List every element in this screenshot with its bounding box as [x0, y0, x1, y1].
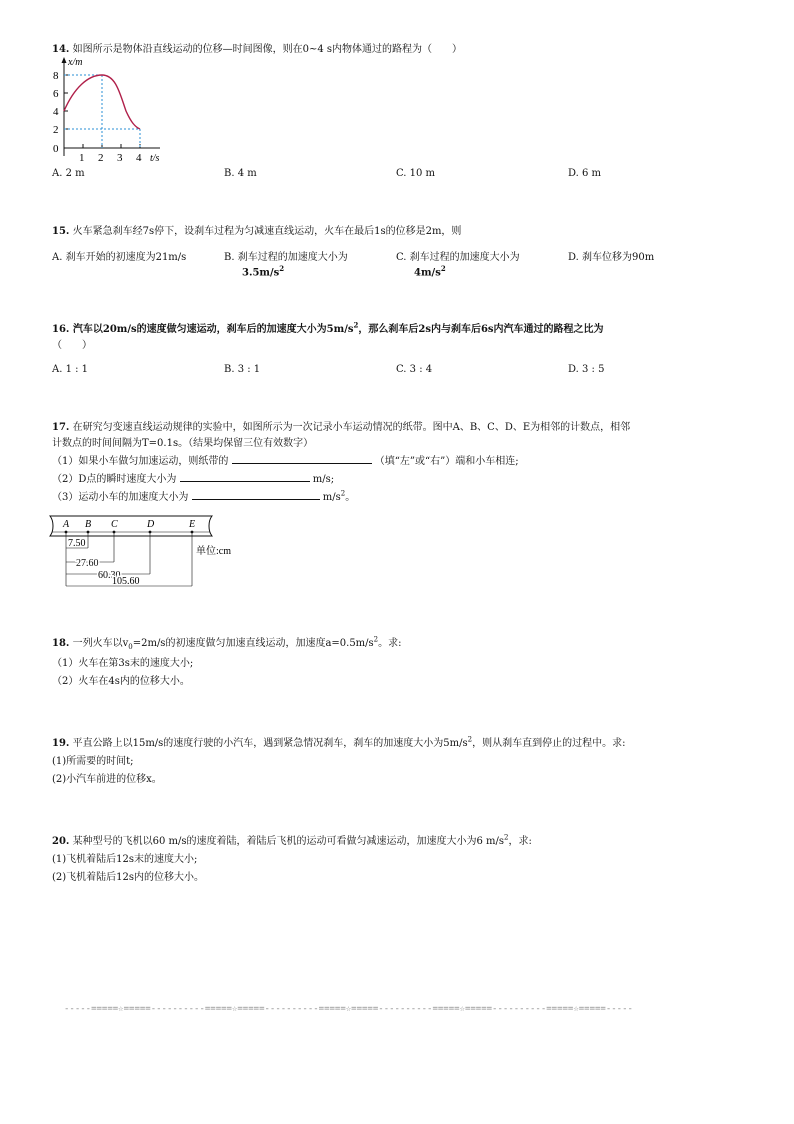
- y-tick: 6: [53, 88, 59, 100]
- xt-graph: [48, 56, 178, 166]
- x-tick: 1: [79, 152, 85, 164]
- q17-part3: （3）运动小车的加速度大小为 $m/s^2$。: [52, 489, 356, 503]
- question-number: 17.: [52, 422, 70, 433]
- option-d: D. 3 : 5: [568, 364, 605, 375]
- question-text: 在研究匀变速直线运动规律的实验中，如图所示为一次记录小车运动情况的纸带。图中A、B、C、D、E为相邻的计数点，相邻: [72, 422, 631, 433]
- question-number: 16.: [52, 324, 70, 335]
- footer-divider: -----=====☆=====----------=====☆=====----------=====☆=====----------=====☆=====----------=====☆=====-----: [64, 1004, 633, 1014]
- option-d: D. 刹车位移为90m: [568, 252, 655, 263]
- y-tick: 4: [53, 106, 59, 118]
- y-label: x/m: [68, 57, 83, 68]
- distance-label: 27.60: [76, 558, 99, 569]
- question-number: 20.: [52, 836, 70, 847]
- distance-label: 7.50: [68, 538, 86, 549]
- x-tick: 2: [98, 152, 104, 164]
- unit-label: 单位:cm: [196, 546, 231, 557]
- option-c: C. 刹车过程的加速度大小为: [396, 252, 520, 263]
- q19-stem: 19. 平直公路上以15m/s的速度行驶的小汽车，遇到紧急情况刹车，刹车的加速度大小为$5m/s^2$，则从刹车直到停止的过程中。求:: [52, 735, 626, 749]
- q20-part1: (1)飞机着陆后12s末的速度大小;: [52, 854, 198, 865]
- x-tick: 3: [117, 152, 123, 164]
- question-text: 计数点的时间间隔为T=0.1s。（结果均保留三位有效数字）: [52, 438, 314, 449]
- q20-part2: (2)飞机着陆后12s内的位移大小。: [52, 872, 205, 883]
- q14-stem: [52, 40, 462, 55]
- point-label: B: [85, 519, 92, 530]
- x-tick: 4: [136, 152, 142, 164]
- distance-label: 60.30: [98, 570, 121, 581]
- answer-blank[interactable]: [180, 471, 310, 482]
- option-b: B. 4 m: [224, 168, 257, 179]
- q20-stem: 20. 某种型号的飞机以60 m/s的速度着陆，着陆后飞机的运动可看做匀减速运动，加速度大小为6 $m/s^2$，求:: [52, 833, 532, 847]
- question-text: 如图所示是物体沿直线运动的位移—时间图像，则在0~4 s内物体通过的路程为（ ）: [72, 44, 463, 55]
- question-text: 火车紧急刹车经7s停下，设刹车过程为匀减速直线运动，火车在最后1s的位移是2m，则: [72, 226, 462, 237]
- option-c: C. 10 m: [396, 168, 436, 179]
- option-c-value: $4m/s^2$: [414, 264, 446, 279]
- q18-part2: （2）火车在4s内的位移大小。: [52, 676, 190, 687]
- question-number: 14.: [52, 44, 70, 55]
- q17-part2: （2）D点的瞬时速度大小为 m/s;: [52, 470, 334, 485]
- y-tick: 8: [53, 70, 59, 82]
- q19-part2: (2)小汽车前进的位移x。: [52, 774, 162, 785]
- q16-stem: 16. 汽车以20m/s的速度做匀速运动，刹车后的加速度大小为$5m/s^2$，那么刹车后2s内与刹车后6s内汽车通过的路程之比为: [52, 320, 604, 335]
- question-text: ，那么刹车后2s内与刹车后6s内汽车通过的路程之比为: [358, 324, 604, 335]
- question-number: 18.: [52, 638, 70, 649]
- answer-paren: （ ）: [52, 340, 92, 351]
- point-label: A: [63, 519, 70, 530]
- answer-blank[interactable]: [192, 489, 320, 500]
- option-a: A. 2 m: [52, 168, 85, 179]
- option-a: A. 刹车开始的初速度为21m/s: [52, 252, 187, 263]
- q19-part1: (1)所需要的时间t;: [52, 756, 134, 767]
- q17-stem: [52, 418, 630, 433]
- x-label: t/s: [150, 153, 160, 164]
- q18-stem: 18. 一列火车以$v_0=2m/s$的初速度做匀加速直线运动，加速度$a=0.5m/s^2$。求:: [52, 635, 402, 651]
- question-text: 汽车以20m/s的速度做匀速运动，刹车后的加速度大小为5m/s: [72, 324, 354, 335]
- point-label: C: [111, 519, 118, 530]
- tape: [50, 516, 212, 536]
- question-number: 19.: [52, 738, 70, 749]
- y-tick: 2: [53, 124, 59, 136]
- point-label: E: [189, 519, 196, 530]
- option-b: B. 3 : 1: [224, 364, 261, 375]
- paper-tape-diagram: [46, 512, 246, 588]
- y-tick: 0: [53, 143, 59, 155]
- option-b: B. 刹车过程的加速度大小为: [224, 252, 348, 263]
- option-d: D. 6 m: [568, 168, 602, 179]
- q17-part1: （1）如果小车做匀加速运动，则纸带的 （填“左”或“右”）端和小车相连;: [52, 452, 519, 467]
- question-number: 15.: [52, 226, 70, 237]
- y-axis-arrow: [62, 57, 67, 63]
- option-a: A. 1 : 1: [52, 364, 89, 375]
- distance-label: 105.60: [112, 576, 140, 587]
- point-label: D: [147, 519, 155, 530]
- option-b-value: $3.5m/s^2$: [242, 264, 285, 279]
- q15-stem: [52, 222, 461, 237]
- q18-part1: （1）火车在第3s末的速度大小;: [52, 658, 194, 669]
- option-c: C. 3 : 4: [396, 364, 433, 375]
- answer-blank[interactable]: [232, 453, 372, 464]
